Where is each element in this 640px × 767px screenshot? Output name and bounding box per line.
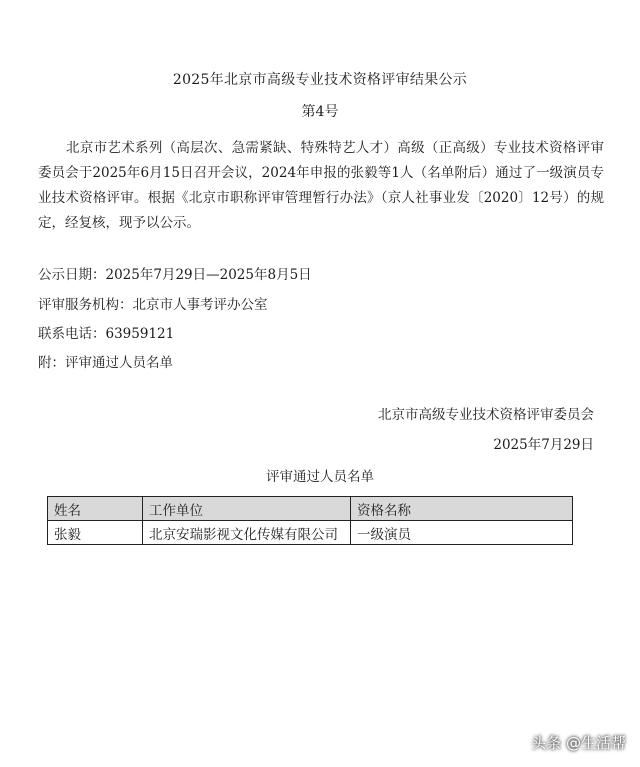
table-row	[48, 521, 573, 545]
cell-employer: 北京安瑞影视文化传媒有限公司	[143, 521, 351, 545]
signature-org: 北京市高级专业技术资格评审委员会	[378, 407, 594, 423]
attachment-note: 附：评审通过人员名单	[38, 355, 173, 371]
announcement-period: 公示日期：2025年7月29日—2025年8月5日	[38, 267, 312, 283]
document-number: 第4号	[301, 104, 339, 120]
watermark: 头条 @生活帮	[531, 734, 626, 752]
signature-date: 2025年7月29日	[493, 437, 594, 453]
contact-phone: 联系电话：63959121	[38, 326, 175, 342]
header-qualification: 资格名称	[351, 497, 573, 521]
review-agency: 评审服务机构：北京市人事考评办公室	[38, 297, 268, 313]
table-header-row	[48, 497, 573, 521]
header-name: 姓名	[48, 497, 143, 521]
table-title: 评审通过人员名单	[266, 469, 374, 485]
cell-qualification: 一级演员	[351, 521, 573, 545]
cell-name: 张毅	[48, 521, 143, 545]
approved-personnel-table	[47, 496, 573, 545]
announcement-body: 北京市艺术系列（高层次、急需紧缺、特殊特艺人才）高级（正高级）专业技术资格评审委员会于2025年6月15日召开会议，2024年申报的张毅等1人（名单附后）通过了一级演员专业技术资格评审。根据《北京市职称评审管理暂行办法》（京人社事业发〔2020〕12号）的规定，经复核，现予以公示。	[38, 140, 604, 231]
document-title: 2025年北京市高级专业技术资格评审结果公示	[172, 72, 468, 88]
header-employer: 工作单位	[143, 497, 351, 521]
